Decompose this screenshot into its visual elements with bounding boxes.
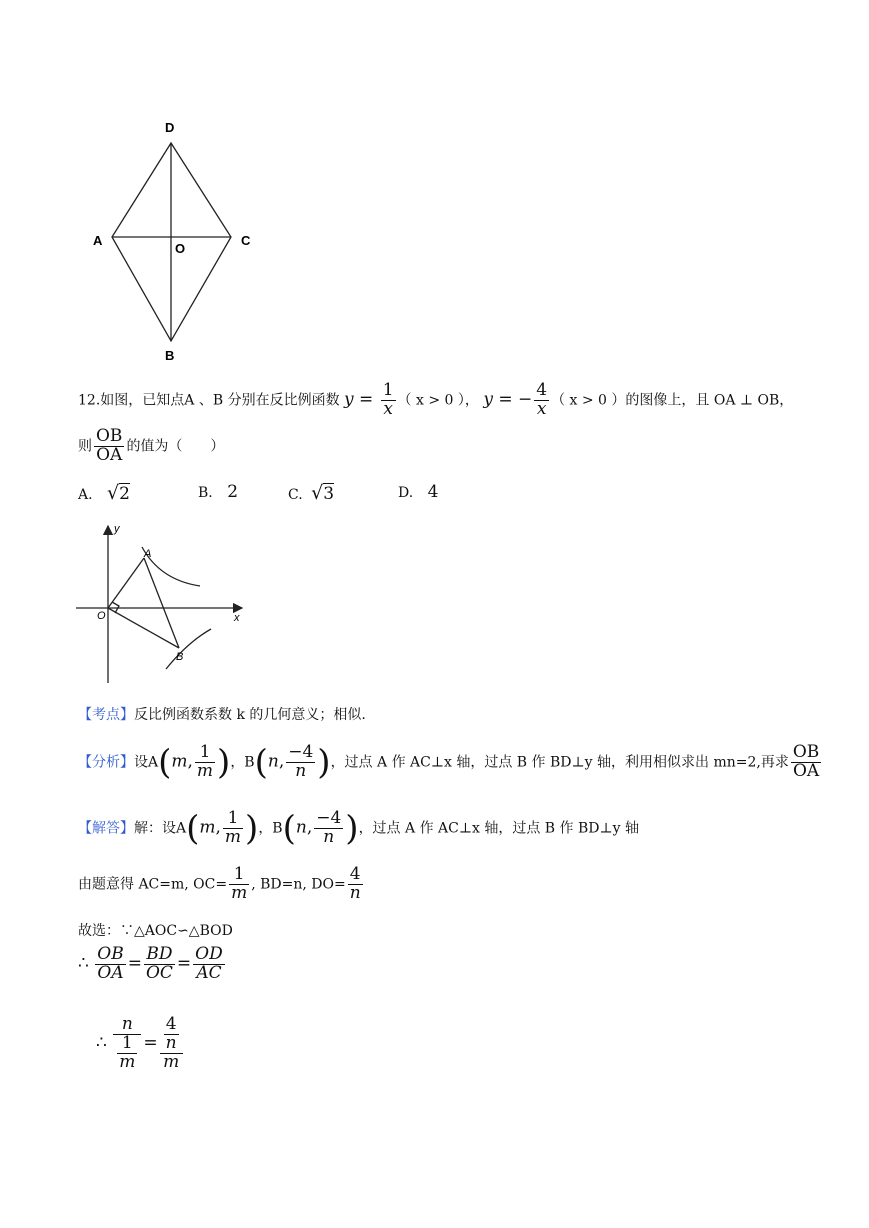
y2-fraction [534, 382, 549, 419]
cond-1: （ x > 0 ）， [397, 392, 479, 409]
option-a-value: 2 [119, 484, 130, 504]
eq-od-ac: $\frac{OD}{AC}$ [195, 944, 223, 983]
jieda-b-fraction: $\frac{-4}{n}$ [316, 808, 342, 847]
segment-ab [144, 558, 179, 648]
question-number: 12. [78, 392, 101, 409]
y1-num: 1 [382, 380, 394, 400]
do-fraction: $\frac{4}{n}$ [349, 864, 361, 903]
option-c[interactable] [288, 482, 334, 504]
given-line [78, 866, 365, 903]
jieda-a-fraction: $\frac{1}{m}$ [224, 808, 242, 847]
y1-den: x [383, 398, 393, 419]
label-origin: O [97, 610, 106, 622]
y2-num: 4 [536, 380, 548, 400]
question-text-1: 如图，已知点A 、B 分别在反比例函数 [100, 392, 340, 409]
hyperbola-graph [70, 520, 260, 690]
rhs-complex-fraction: $\frac{\frac{4}{n}}{m}$ [160, 1016, 183, 1072]
y2-sign: − [518, 389, 533, 410]
label-x-axis: x [234, 612, 240, 624]
line2-prefix: 则 [78, 438, 92, 455]
therefore-symbol-2: ∴ [96, 1032, 107, 1053]
y1-fraction [381, 382, 396, 419]
eq-ob-oa: $\frac{OB}{OA}$ [97, 944, 124, 983]
y1-lhs: y [344, 389, 354, 410]
lhs-complex-fraction: $\frac{n}{\frac{1}{m}}$ [113, 1016, 141, 1072]
because-text: 故选：∵△AOC∽△BOD [78, 923, 233, 939]
fenxi-point-b: ，B [230, 754, 255, 771]
option-a-letter: A. [78, 487, 93, 503]
fenxi-m: m [171, 751, 188, 772]
option-d-value: 4 [427, 482, 439, 502]
given-prefix: 由题意得 AC=m, OC= [78, 876, 228, 893]
question-line-1: 12.如图，已知点A 、B 分别在反比例函数 y = $\frac{1}{x}$ （ x > 0 ）， y = − $\frac{4}{x}$ （ x > 0 ）的图像上，且 OA ⊥ OB， [78, 380, 794, 419]
complex-equation: ∴ $\frac{n}{\frac{1}{m}}$ = $\frac{\frac{4}{n}}{m}$ [96, 1016, 185, 1072]
fenxi-a-fraction: $\frac{1}{m}$ [196, 742, 214, 781]
label-y-axis: y [114, 523, 120, 535]
fenxi-line: 【分析】设A(m, $\frac{1}{m}$ )，B(n, $\frac{-4}{n}$ )，过点 A 作 AC⊥x 轴，过点 B 作 BD⊥y 轴，利用相似求出 mn=2,再求 $\frac{OB}{OA}$ [78, 742, 820, 783]
option-b-letter: B. [198, 485, 213, 501]
label-d: D [165, 120, 175, 135]
fenxi-set: 设 [134, 754, 148, 771]
label-point-b: B [176, 651, 184, 663]
jieda-text: ，过点 A 作 AC⊥x 轴，过点 B 作 BD⊥y 轴 [358, 820, 640, 837]
question-line-2 [78, 428, 224, 465]
jieda-prefix: 解： [134, 820, 162, 837]
sqrt-icon: √ [107, 482, 120, 504]
y2-lhs: y [483, 389, 493, 410]
label-c: C [241, 233, 251, 248]
label-a: A [93, 233, 103, 248]
segment-ob [108, 608, 179, 648]
kaodian-tag: 【考点】 [78, 707, 134, 723]
line2-suffix: 的值为（ ） [126, 438, 225, 455]
fenxi-ratio: $\frac{OB}{OA}$ [792, 742, 820, 781]
y2-den: x [536, 398, 547, 419]
ratio-den: OA [96, 444, 123, 465]
jieda-line: 【解答】解：设A(m, $\frac{1}{m}$ )，B(n, $\frac{-4}{n}$ )，过点 A 作 AC⊥x 轴，过点 B 作 BD⊥y 轴 [78, 808, 640, 849]
jieda-tag: 【解答】 [78, 820, 134, 837]
label-b: B [165, 348, 175, 363]
option-b-value: 2 [227, 482, 239, 502]
eq-bd-oc: $\frac{BD}{OC}$ [145, 944, 173, 983]
cond-2: （ x > 0 ）的图像上，且 OA ⊥ OB， [551, 392, 794, 409]
kaodian-text: 反比例函数系数 k 的几何意义；相似. [134, 707, 366, 723]
label-point-a: A [144, 548, 152, 560]
ratio-num: OB [96, 426, 123, 446]
label-o: O [175, 241, 186, 256]
curve-lower [166, 629, 211, 669]
given-mid: , BD=n, DO= [251, 876, 346, 893]
option-b[interactable] [198, 482, 238, 502]
rhombus-figure [80, 110, 270, 370]
ratio-equation: ∴ $\frac{OB}{OA}$ = $\frac{BD}{OC}$ = $\frac{OD}{AC}$ [78, 944, 223, 983]
therefore-symbol: ∴ [78, 953, 89, 974]
option-d[interactable] [398, 482, 438, 502]
sqrt-icon: √ [311, 482, 324, 504]
ratio-fraction [94, 428, 124, 465]
kaodian-line [78, 704, 366, 724]
fenxi-b-fraction: $\frac{-4}{n}$ [288, 742, 314, 781]
fenxi-tag: 【分析】 [78, 754, 134, 771]
segment-oa [108, 558, 144, 608]
fenxi-text: ，过点 A 作 AC⊥x 轴，过点 B 作 BD⊥y 轴，利用相似求出 mn=2,再求 [330, 754, 789, 771]
option-d-letter: D. [398, 485, 414, 501]
option-a[interactable] [78, 482, 130, 504]
because-line [78, 920, 233, 940]
oc-fraction: $\frac{1}{m}$ [231, 864, 248, 903]
fenxi-point-a: A [148, 754, 159, 771]
option-c-value: 3 [323, 484, 335, 504]
option-c-letter: C. [288, 487, 303, 503]
